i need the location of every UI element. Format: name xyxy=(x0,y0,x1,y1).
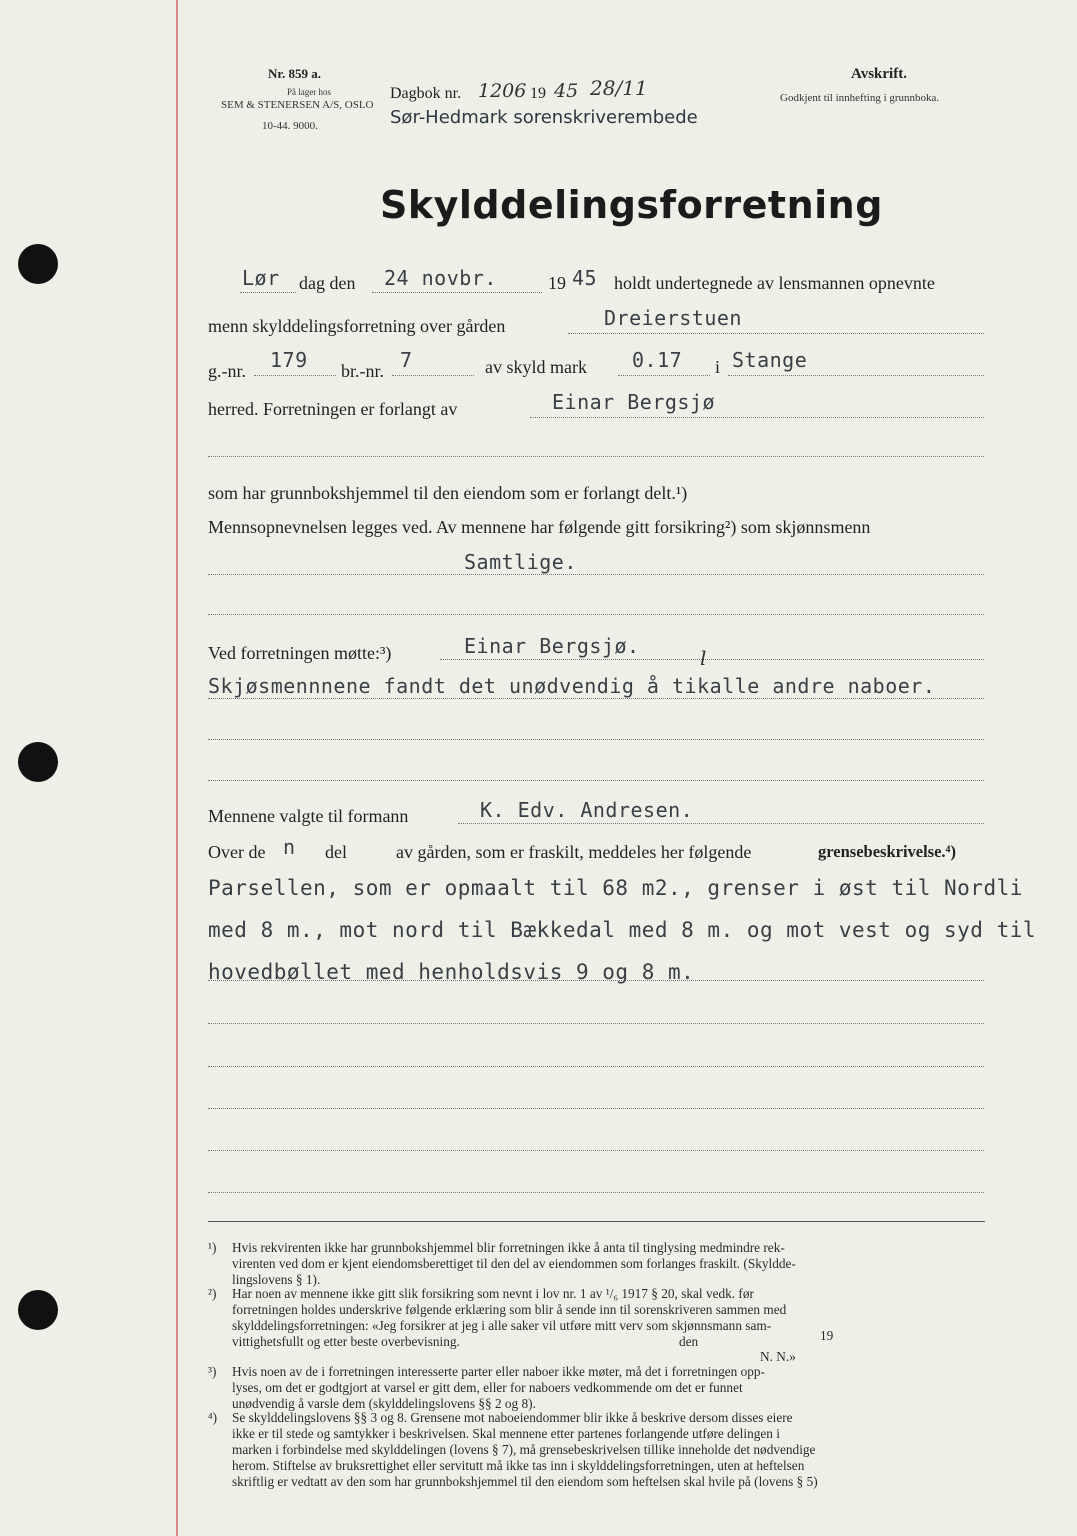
blank-dotted-line-2 xyxy=(208,614,984,615)
over-de-label: Over de xyxy=(208,842,266,862)
skyld-dotted-line xyxy=(618,375,710,376)
description-line-2: med 8 m., mot nord til Bækkedal med 8 m. og mot vest og syd til xyxy=(208,918,1037,942)
day-dotted-line xyxy=(240,292,296,293)
blank-dotted-line-1 xyxy=(208,456,984,457)
footnote-1-line-2: virenten ved dom er kjent eiendomsberettiget til den del av eiendommen som forlanges fraskilt. (Skyldde- xyxy=(232,1256,796,1271)
blank-dotted-line-5 xyxy=(208,1023,984,1024)
year-value: 45 xyxy=(572,266,598,290)
formann-dotted-line xyxy=(458,823,984,824)
formann-name: K. Edv. Andresen. xyxy=(480,798,694,822)
dagbok-number: 1206 xyxy=(478,80,527,102)
printer-line-2: SEM & STENERSEN A/S, OSLO xyxy=(221,99,374,111)
punch-hole-middle xyxy=(18,742,58,782)
skjonnsmenn-value: Samtlige. xyxy=(464,550,577,574)
line4-text: herred. Forretningen er forlangt av xyxy=(208,399,458,419)
footnote-3-line-1: Hvis noen av de i forretningen interesserte parter eller naboer ikke møter, må det i forretningen opp- xyxy=(232,1364,765,1379)
line2-text: menn skylddelingsforretning over gården xyxy=(208,316,506,336)
footnote-1-mark: ¹) xyxy=(208,1240,217,1255)
form-number: Nr. 859 a. xyxy=(268,66,321,81)
dagbok-year: 45 xyxy=(554,80,579,102)
skyld-value: 0.17 xyxy=(632,348,683,372)
bnr-label: br.-nr. xyxy=(341,361,384,381)
gnr-dotted-line xyxy=(254,375,336,376)
motte-name: Einar Bergsjø. xyxy=(464,634,640,658)
footnote-4-line-3: marken i forbindelse med skylddelingen (lovens § 7), må grensebeskrivelsen tillike inneholde det nødvendige xyxy=(232,1442,816,1457)
printer-line-3: 10-44. 9000. xyxy=(262,120,318,132)
bnr-value: 7 xyxy=(400,348,413,372)
godkjent-text: Godkjent til innhefting i grunnboka. xyxy=(780,92,940,104)
printer-line-1: På lager hos xyxy=(287,87,331,97)
formann-label: Mennene valgte til formann xyxy=(208,806,409,826)
handwritten-correction: l xyxy=(700,646,707,670)
dag-den-label: dag den xyxy=(299,273,356,293)
footnote-2-line-4: vittighetsfullt og etter beste overbevisning. xyxy=(232,1334,460,1349)
kommune-dotted-line xyxy=(728,375,984,376)
del-label: del xyxy=(325,842,347,862)
dagbok-year-prefix: 19 xyxy=(530,85,546,102)
red-margin-line xyxy=(176,0,178,1536)
footnote-2-den: den xyxy=(679,1334,699,1349)
footnote-4-line-2: ikke er til stede og samtykker i beskrivelsen. Skal mennene etter partenes forlangende utføre delingen i xyxy=(232,1426,780,1441)
desc-dotted-line-3 xyxy=(208,980,984,981)
line6-text: Mennsopnevnelsen legges ved. Av mennene har følgende gitt forsikring²) som skjønnsmenn xyxy=(208,517,871,537)
footnote-2-line-2: forretningen holdes underskrive følgende erklæring som blir å sende inn til sorenskriveren sammen med xyxy=(232,1302,787,1317)
blank-dotted-line-6 xyxy=(208,1066,984,1067)
footnote-3-line-2: lyses, om det er godtgjort at varsel er gitt dem, eller for naboers vedkommende om det er funnet xyxy=(232,1380,743,1395)
gnr-label: g.-nr. xyxy=(208,361,246,381)
requester-dotted-line xyxy=(530,417,984,418)
footnote-4-line-4: herom. Stiftelse av bruksrettighet eller servitutt må ikke tas inn i skylddelingsforretningen, uten at heftelsen xyxy=(232,1458,805,1473)
dagbok-date: 28/11 xyxy=(590,76,648,100)
motte-line-2-dotted xyxy=(208,698,984,699)
punch-hole-bottom xyxy=(18,1290,58,1330)
skyld-label: av skyld mark xyxy=(485,357,587,377)
line9-text: av gården, som er fraskilt, meddeles her følgende xyxy=(396,842,752,862)
blank-dotted-line-7 xyxy=(208,1108,984,1109)
year-prefix: 19 xyxy=(548,273,566,293)
farm-dotted-line xyxy=(568,333,984,334)
date-value: 24 novbr. xyxy=(384,266,497,290)
gnr-value: 179 xyxy=(270,348,308,372)
line1-text: holdt undertegnede av lensmannen opnevnte xyxy=(614,273,935,293)
date-dotted-line xyxy=(372,292,542,293)
skjonnsmenn-dotted-line xyxy=(208,574,984,575)
footnote-1-line-1: Hvis rekvirenten ikke har grunnbokshjemmel blir forretningen ikke å anta til tinglysing medmindre rek- xyxy=(232,1240,785,1255)
blank-dotted-line-8 xyxy=(208,1150,984,1151)
kommune-value: Stange xyxy=(732,348,808,372)
day-value: Lør xyxy=(242,266,280,290)
i-label: i xyxy=(715,357,721,377)
blank-dotted-line-4 xyxy=(208,780,984,781)
description-line-1: Parsellen, som er opmaalt til 68 m2., grenser i øst til Nordli xyxy=(208,876,1023,900)
blank-dotted-line-9 xyxy=(208,1192,984,1193)
motte-label: Ved forretningen møtte:³) xyxy=(208,643,392,663)
blank-dotted-line-3 xyxy=(208,739,984,740)
over-de-n: n xyxy=(283,835,296,859)
punch-hole-top xyxy=(18,244,58,284)
footnote-rule xyxy=(208,1221,985,1222)
office-stamp: Sør-Hedmark sorenskriverembede xyxy=(390,107,698,128)
dagbok-label: Dagbok nr. xyxy=(390,85,462,102)
footnote-2-nn: N. N.» xyxy=(760,1349,796,1364)
grensebeskrivelse-label: grensebeskrivelse.⁴) xyxy=(818,842,956,861)
footnote-4-line-1: Se skylddelingslovens §§ 3 og 8. Grensene mot naboeiendommer blir ikke å beskrive dersom disses eiere xyxy=(232,1410,793,1425)
footnote-3-line-3: unødvendig å varsle dem (skylddelingslovens §§ 2 og 8). xyxy=(232,1396,536,1411)
footnote-2-year: 19 xyxy=(820,1328,834,1343)
line5-text: som har grunnbokshjemmel til den eiendom som er forlangt delt.¹) xyxy=(208,483,688,503)
avskrift-label: Avskrift. xyxy=(851,66,907,82)
motte-line-2: Skjøsmennnene fandt det unødvendig å tikalle andre naboer. xyxy=(208,674,936,698)
footnote-4-mark: ⁴) xyxy=(208,1410,218,1425)
description-line-3: hovedbøllet med henholdsvis 9 og 8 m. xyxy=(208,960,695,984)
bnr-dotted-line xyxy=(392,375,474,376)
footnote-2-line-3: skylddelingsforretningen: «Jeg forsikrer at jeg i alle saker vil utføre mitt verv som skjønnsmann sam- xyxy=(232,1318,772,1333)
farm-name: Dreierstuen xyxy=(604,306,742,330)
requester-name: Einar Bergsjø xyxy=(552,390,716,414)
footnote-1-line-3: lingslovens § 1). xyxy=(232,1272,321,1287)
footnote-2-mark: ²) xyxy=(208,1286,217,1301)
footnote-2-line-1: Har noen av mennene ikke gitt slik forsikring som nevnt i lov nr. 1 av ¹/₆ 1917 § 20, skal vedk. før xyxy=(232,1286,754,1301)
footnote-4-line-5: skriftlig er vedtatt av den som har grunnbokshjemmel til den eiendom som heftelsen skal hvile på (lovens § 5) xyxy=(232,1474,818,1489)
motte-dotted-line xyxy=(440,659,984,660)
footnote-3-mark: ³) xyxy=(208,1364,217,1379)
document-title: Skylddelingsforretning xyxy=(380,183,883,227)
